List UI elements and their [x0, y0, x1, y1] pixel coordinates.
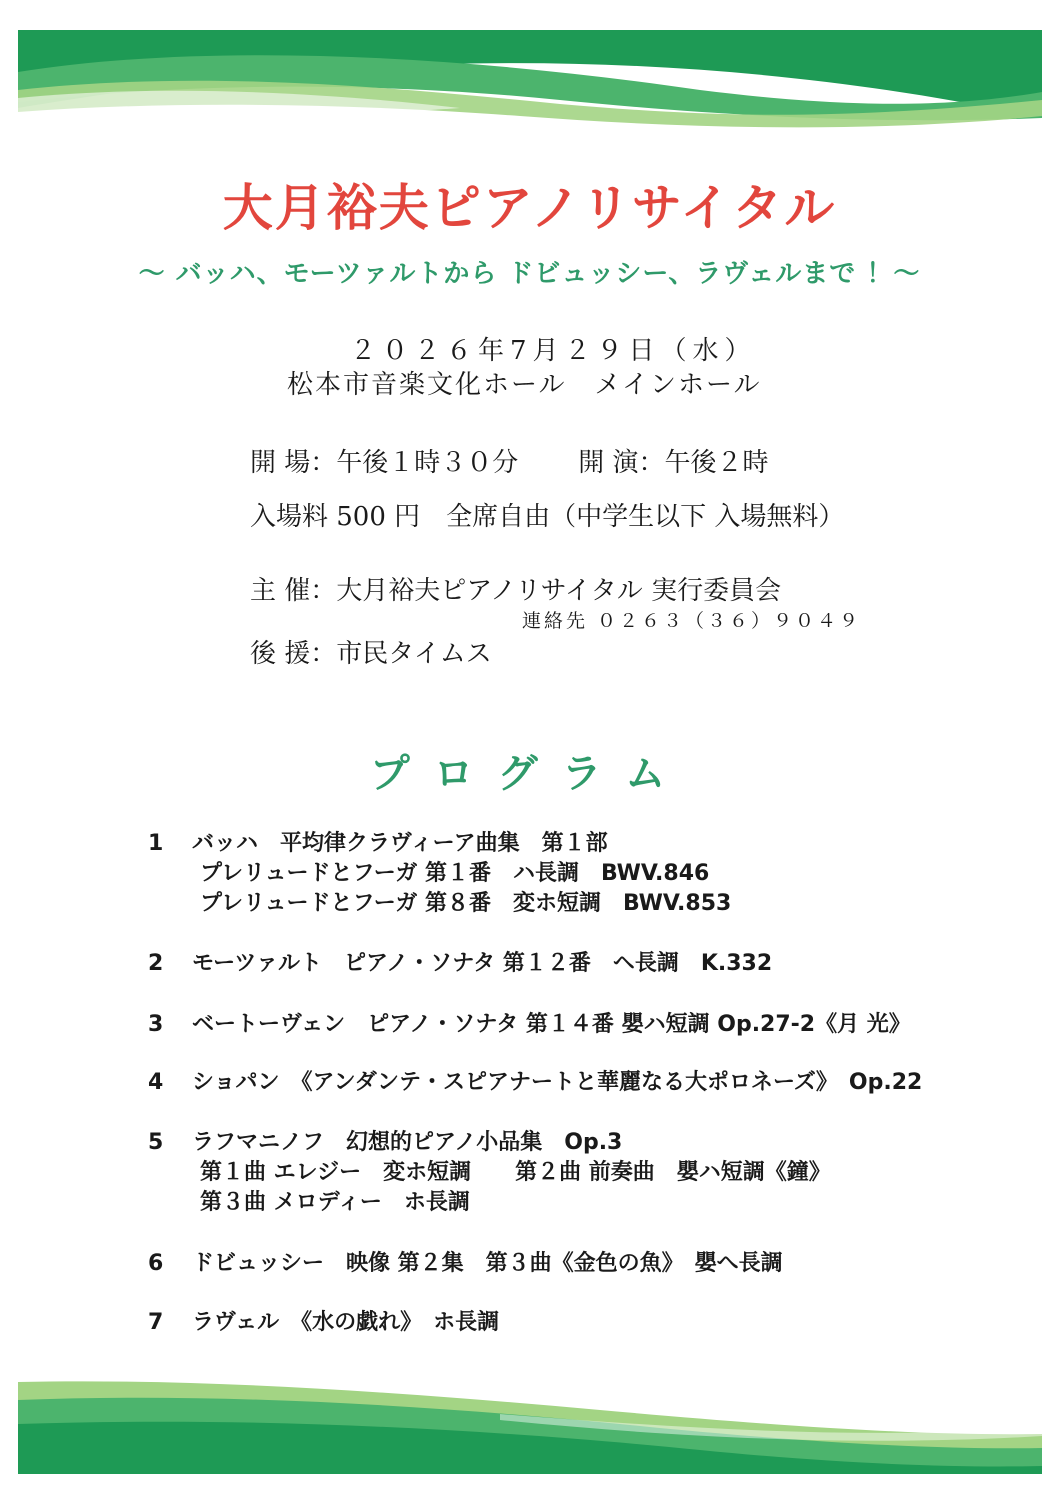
program-item: 6 ドビュッシー 映像 第２集 第３曲《金色の魚》 嬰へ長調 [148, 1251, 783, 1276]
concert-title: 大月裕夫ピアノリサイタル [222, 179, 837, 237]
seating-info: 全席自由（中学生以下 入場無料） [446, 502, 845, 532]
program-item: 5 ラフマニノフ 幻想的ピアノ小品集 Op.3 第１曲 エレジー 変ホ短調 第２曲 前奏曲 嬰ハ短調《鐘》 第３曲 メロディー ホ長調 [148, 1130, 831, 1215]
event-venue: 松本市音楽文化ホール メインホール [287, 370, 762, 400]
event-date: ２０２６年7月２９日（水） [350, 336, 757, 366]
program-item: 2 モーツァルト ピアノ・ソナタ 第１２番 ヘ長調 K.332 [148, 951, 773, 976]
concert-subtitle: ～ バッハ、モーツァルトから ドビュッシー、ラヴェルまで ！～ [138, 259, 921, 289]
contact-phone: 連絡先 ０２６３（３６）９０４９ [522, 610, 862, 632]
program-item: 1 バッハ 平均律クラヴィーア曲集 第１部 プレリュードとフーガ 第１番 ハ長調 BWV.846 プレリュードとフーガ 第８番 変ホ短調 BWV.853 [148, 831, 732, 916]
time-row [250, 442, 769, 479]
program-item: 3 ベートーヴェン ピアノ・ソナタ 第１４番 嬰ハ短調 Op.27-2《月 光》 [148, 1012, 911, 1037]
bottom-wave-band [0, 1370, 1059, 1498]
start-time: 開 演：午後２時 [578, 448, 769, 478]
program-item: 4 ショパン 《アンダンテ・スピアナートと華麗なる大ポロネーズ》 Op.22 [148, 1070, 923, 1095]
supporter: 後 援：市民タイムス [250, 639, 492, 669]
doors-open: 開 場：午後１時３０分 [250, 448, 519, 478]
program-item: 7 ラヴェル 《水の戯れ》 ホ長調 [148, 1310, 500, 1335]
program-heading: プログラム [369, 751, 690, 797]
admission-fee: 入場料 500 円 [250, 502, 421, 532]
top-wave-band [0, 0, 1059, 150]
fee-row [250, 496, 844, 533]
organizer: 主 催：大月裕夫ピアノリサイタル 実行委員会 [250, 576, 782, 606]
